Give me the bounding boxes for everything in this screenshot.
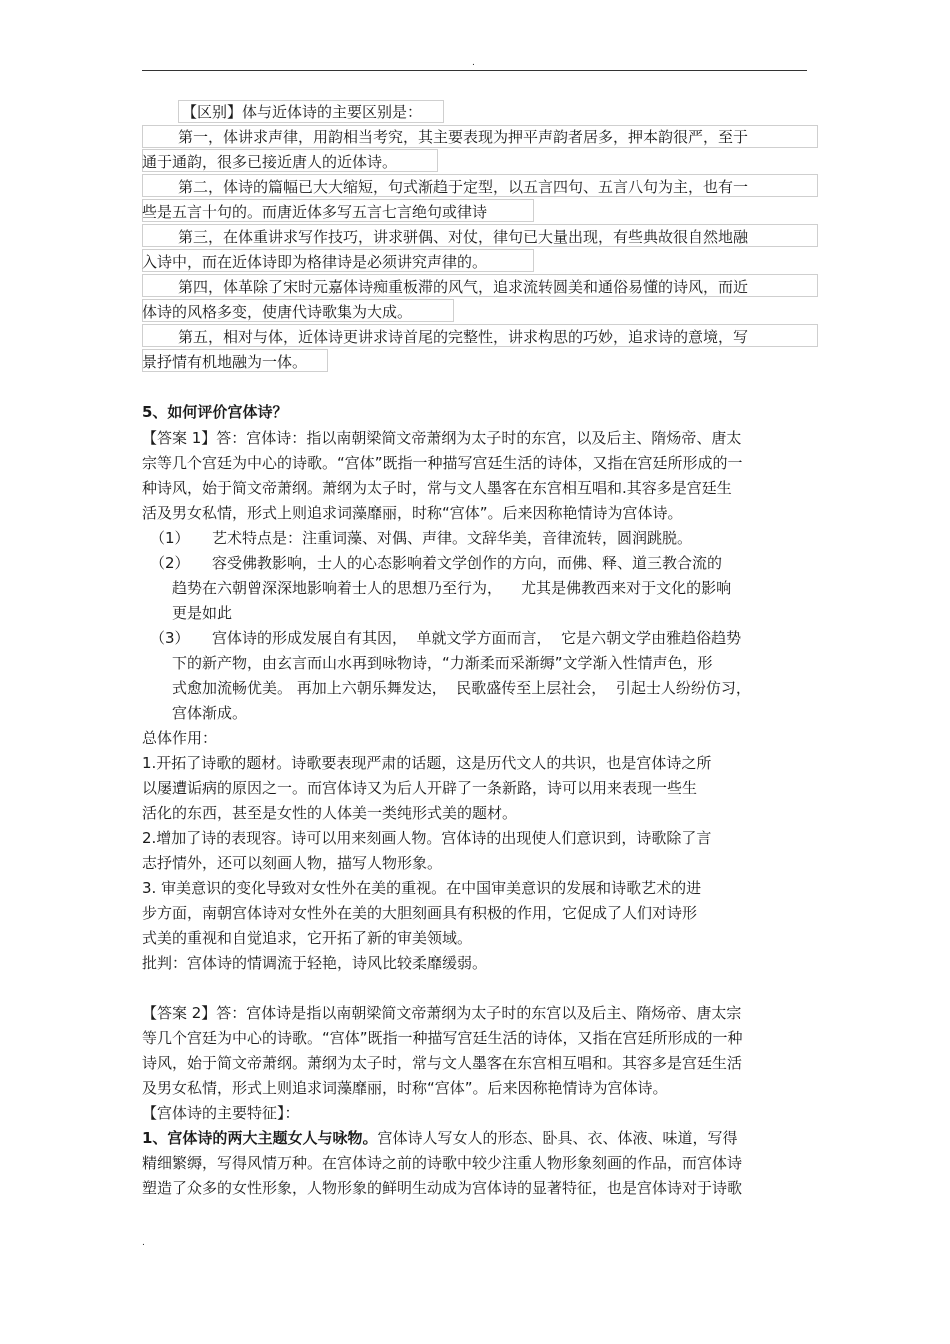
overall-heading: 总体作用：	[142, 729, 218, 747]
features-heading: 【宫体诗的主要特征】：	[142, 1104, 300, 1122]
footer-dot: .	[142, 1238, 145, 1248]
diff-p5-line2: 景抒情有机地融为一体。	[142, 353, 308, 371]
diff-p1-line2: 通于通韵，很多已接近唐人的近体诗。	[142, 153, 398, 171]
effect1-line2: 以屡遭诟病的原因之一。而宫体诗又为后人开辟了一条新路，诗可以用来表现一些生	[142, 779, 698, 797]
critique: 批判：宫体诗的情调流于轻艳，诗风比较柔靡缓弱。	[142, 954, 488, 972]
section-title: 5、如何评价宫体诗？	[142, 403, 288, 421]
diff-p2-line2: 些是五言十句的。而唐近体多写五言七言绝句或律诗	[142, 203, 488, 221]
list-number: （2）	[150, 554, 190, 572]
list-number: （3）	[150, 629, 190, 647]
answer2-line2: 等几个宫廷为中心的诗歌。“宫体”既指一种描写宫廷生活的诗体，又指在宫廷所形成的一种	[142, 1029, 743, 1047]
answer1-line4: 活及男女私情，形式上则追求词藻靡丽，时称“宫体”。后来因称艳情诗为宫体诗。	[142, 504, 683, 522]
effect3-line2: 步方面，南朝宫体诗对女性外在美的大胆刻画具有积极的作用，它促成了人们对诗形	[142, 904, 698, 922]
list-item-text: 趋势在六朝曾深深地影响着士人的思想乃至行为， 尤其是佛教西来对于文化的影响	[172, 579, 732, 597]
answer1-line2: 宗等几个宫廷为中心的诗歌。“宫体”既指一种描写宫廷生活的诗体，又指在宫廷所形成的一	[142, 454, 743, 472]
feature1-text: 宫体诗人写女人的形态、卧具、衣、体液、味道，写得	[377, 1129, 738, 1147]
feature1-title: 1、宫体诗的两大主题女人与咏物。	[142, 1129, 378, 1147]
effect1-line3: 活化的东西，甚至是女性的人体美一类纯形式美的题材。	[142, 804, 518, 822]
answer1-line1: 【答案 1】答：宫体诗：指以南朝梁简文帝萧纲为太子时的东宫，以及后主、隋炀帝、唐太	[142, 429, 742, 447]
feature1-line1	[142, 1126, 737, 1150]
diff-heading: 【区别】体与近体诗的主要区别是：	[182, 103, 423, 121]
list-item-text: 艺术特点是：注重词藻、对偶、声律。文辞华美，音律流转，圆润跳脱。	[212, 529, 693, 547]
diff-p1-line1: 第一，体讲求声律，用韵相当考究，其主要表现为押平声韵者居多，押本韵很严，至于	[178, 128, 749, 146]
list-item-text: 容受佛教影响，士人的心态影响着文学创作的方向，而佛、释、道三教合流的	[212, 554, 723, 572]
list-number: （1）	[150, 529, 190, 547]
answer2-line3: 诗风，始于简文帝萧纲。萧纲为太子时，常与文人墨客在东宫相互唱和。其容多是宫廷生活	[142, 1054, 743, 1072]
header-rule	[142, 70, 807, 71]
answer1-line3: 种诗风，始于简文帝萧纲。萧纲为太子时，常与文人墨客在东宫相互唱和.其容多是宫廷生	[142, 479, 732, 497]
feature1-line3: 塑造了众多的女性形象，人物形象的鲜明生动成为宫体诗的显著特征，也是宫体诗对于诗歌	[142, 1179, 743, 1197]
diff-p3-line1: 第三，在体重讲求写作技巧，讲求骈偶、对仗，律句已大量出现，有些典故很自然地融	[178, 228, 749, 246]
answer2-line1: 【答案 2】答：宫体诗是指以南朝梁简文帝萧纲为太子时的东宫以及后主、隋炀帝、唐太宗	[142, 1004, 742, 1022]
diff-p2-line1: 第二，体诗的篇幅已大大缩短，句式渐趋于定型，以五言四句、五言八句为主，也有一	[178, 178, 749, 196]
diff-p3-line2: 入诗中，而在近体诗即为格律诗是必须讲究声律的。	[142, 253, 488, 271]
effect3-line1: 3. 审美意识的变化导致对女性外在美的重视。在中国审美意识的发展和诗歌艺术的进	[142, 879, 702, 897]
diff-p5-line1: 第五，相对与体，近体诗更讲求诗首尾的完整性，讲求构思的巧妙，追求诗的意境，写	[178, 328, 749, 346]
list-item-text: 更是如此	[172, 604, 233, 622]
effect2-line2: 志抒情外，还可以刻画人物，描写人物形象。	[142, 854, 443, 872]
list-item-text: 宫体渐成。	[172, 704, 248, 722]
header-dot: .	[472, 58, 475, 68]
effect3-line3: 式美的重视和自觉追求，它开拓了新的审美领域。	[142, 929, 473, 947]
feature1-line2: 精细繁缛，写得风情万种。在宫体诗之前的诗歌中较少注重人物形象刻画的作品，而宫体诗	[142, 1154, 743, 1172]
list-item-text: 式愈加流畅优美。 再加上六朝乐舞发达， 民歌盛传至上层社会， 引起士人纷纷仿习，	[172, 679, 751, 697]
list-item-text: 下的新产物，由玄言而山水再到咏物诗，“力渐柔而采渐缛”文学渐入性情声色，形	[172, 654, 713, 672]
diff-p4-line2: 体诗的风格多变，使唐代诗歌集为大成。	[142, 303, 413, 321]
answer2-line4: 及男女私情，形式上则追求词藻靡丽，时称“宫体”。后来因称艳情诗为宫体诗。	[142, 1079, 668, 1097]
diff-p4-line1: 第四，体革除了宋时元嘉体诗痴重板滞的风气，追求流转圆美和通俗易懂的诗风，而近	[178, 278, 749, 296]
list-item-text: 宫体诗的形成发展自有其因， 单就文学方面而言， 它是六朝文学由雅趋俗趋势	[212, 629, 742, 647]
effect2-line1: 2.增加了诗的表现容。诗可以用来刻画人物。宫体诗的出现使人们意识到，诗歌除了言	[142, 829, 712, 847]
effect1-line1: 1.开拓了诗歌的题材。诗歌要表现严肃的话题，这是历代文人的共识，也是宫体诗之所	[142, 754, 712, 772]
